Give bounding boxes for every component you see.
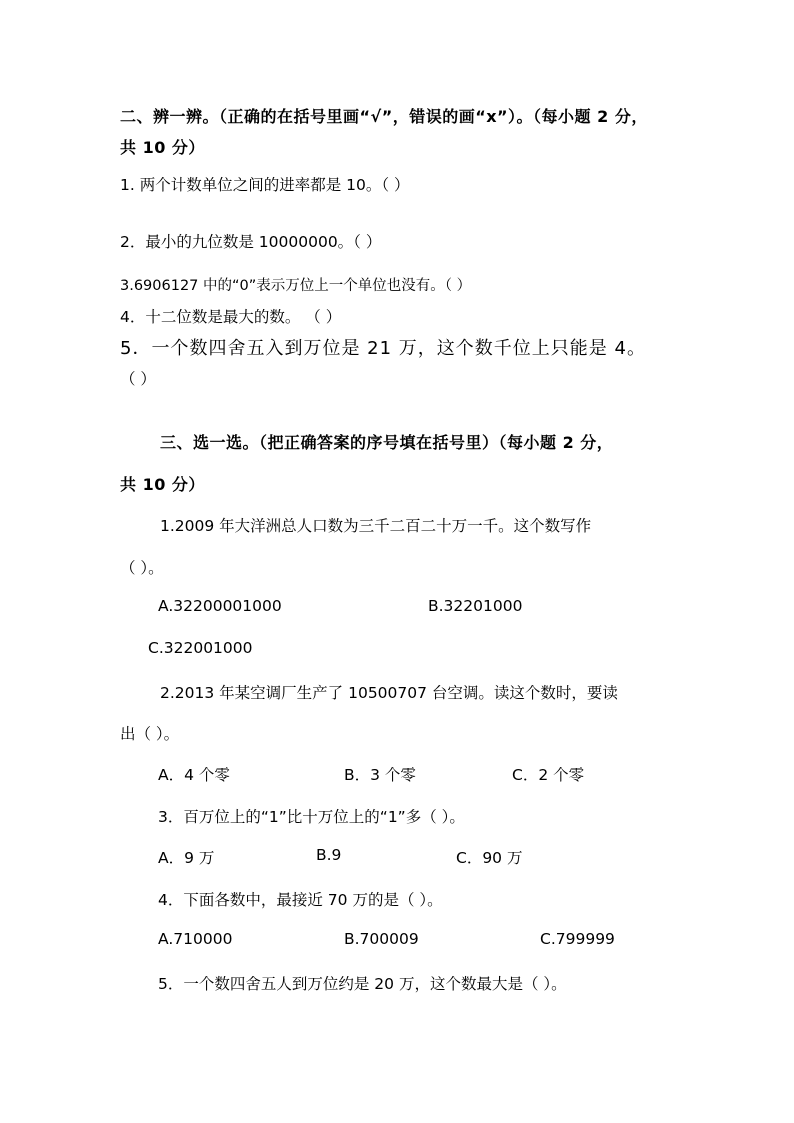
option-3-4-c: C.799999 <box>540 930 615 948</box>
question-3-2-cont: 出（ ）。 <box>120 725 180 743</box>
option-3-2-a: A．4 个零 <box>158 766 230 784</box>
option-3-1-c: C.322001000 <box>148 639 253 657</box>
section3-heading-cont: 共 10 分） <box>120 475 205 494</box>
question-2-5-cont: （ ） <box>120 370 156 388</box>
question-3-4: 4．下面各数中，最接近 70 万的是（ ）。 <box>158 891 443 909</box>
option-3-1-b: B.32201000 <box>428 597 523 615</box>
question-2-4: 4．十二位数是最大的数。 （ ） <box>120 308 342 326</box>
option-3-3-b: B.9 <box>316 846 342 864</box>
question-3-2: 2.2013 年某空调厂生产了 10500707 台空调。读这个数时，要读 <box>160 684 618 702</box>
section3-heading: 三、选一选。（把正确答案的序号填在括号里）（每小题 2 分， <box>160 433 614 452</box>
option-3-1-a: A.32200001000 <box>158 597 282 615</box>
question-3-3: 3．百万位上的“1”比十万位上的“1”多（ ）。 <box>158 808 465 826</box>
question-2-1: 1. 两个计数单位之间的进率都是 10。（ ） <box>120 176 410 194</box>
section2-heading-cont: 共 10 分） <box>120 138 205 157</box>
section2-heading: 二、辨一辨。（正确的在括号里画“√”，错误的画“x”）。（每小题 2 分， <box>120 107 648 126</box>
question-3-1-cont: （ ）。 <box>120 559 164 577</box>
option-3-4-b: B.700009 <box>344 930 419 948</box>
option-3-2-b: B．3 个零 <box>344 766 416 784</box>
question-3-5: 5．一个数四舍五人到万位约是 20 万，这个数最大是（ ）。 <box>158 975 567 993</box>
question-2-2: 2．最小的九位数是 10000000。（ ） <box>120 233 382 251</box>
option-3-3-c: C．90 万 <box>456 849 523 867</box>
question-2-3: 3.6906127 中的“0”表示万位上一个单位也没有。（ ） <box>120 278 472 294</box>
option-3-2-c: C．2 个零 <box>512 766 585 784</box>
question-2-5: 5．一个数四舍五入到万位是 21 万，这个数千位上只能是 4。 <box>120 338 646 359</box>
option-3-4-a: A.710000 <box>158 930 233 948</box>
question-3-1: 1.2009 年大洋洲总人口数为三千二百二十万一千。这个数写作 <box>160 517 592 535</box>
option-3-3-a: A．9 万 <box>158 849 215 867</box>
